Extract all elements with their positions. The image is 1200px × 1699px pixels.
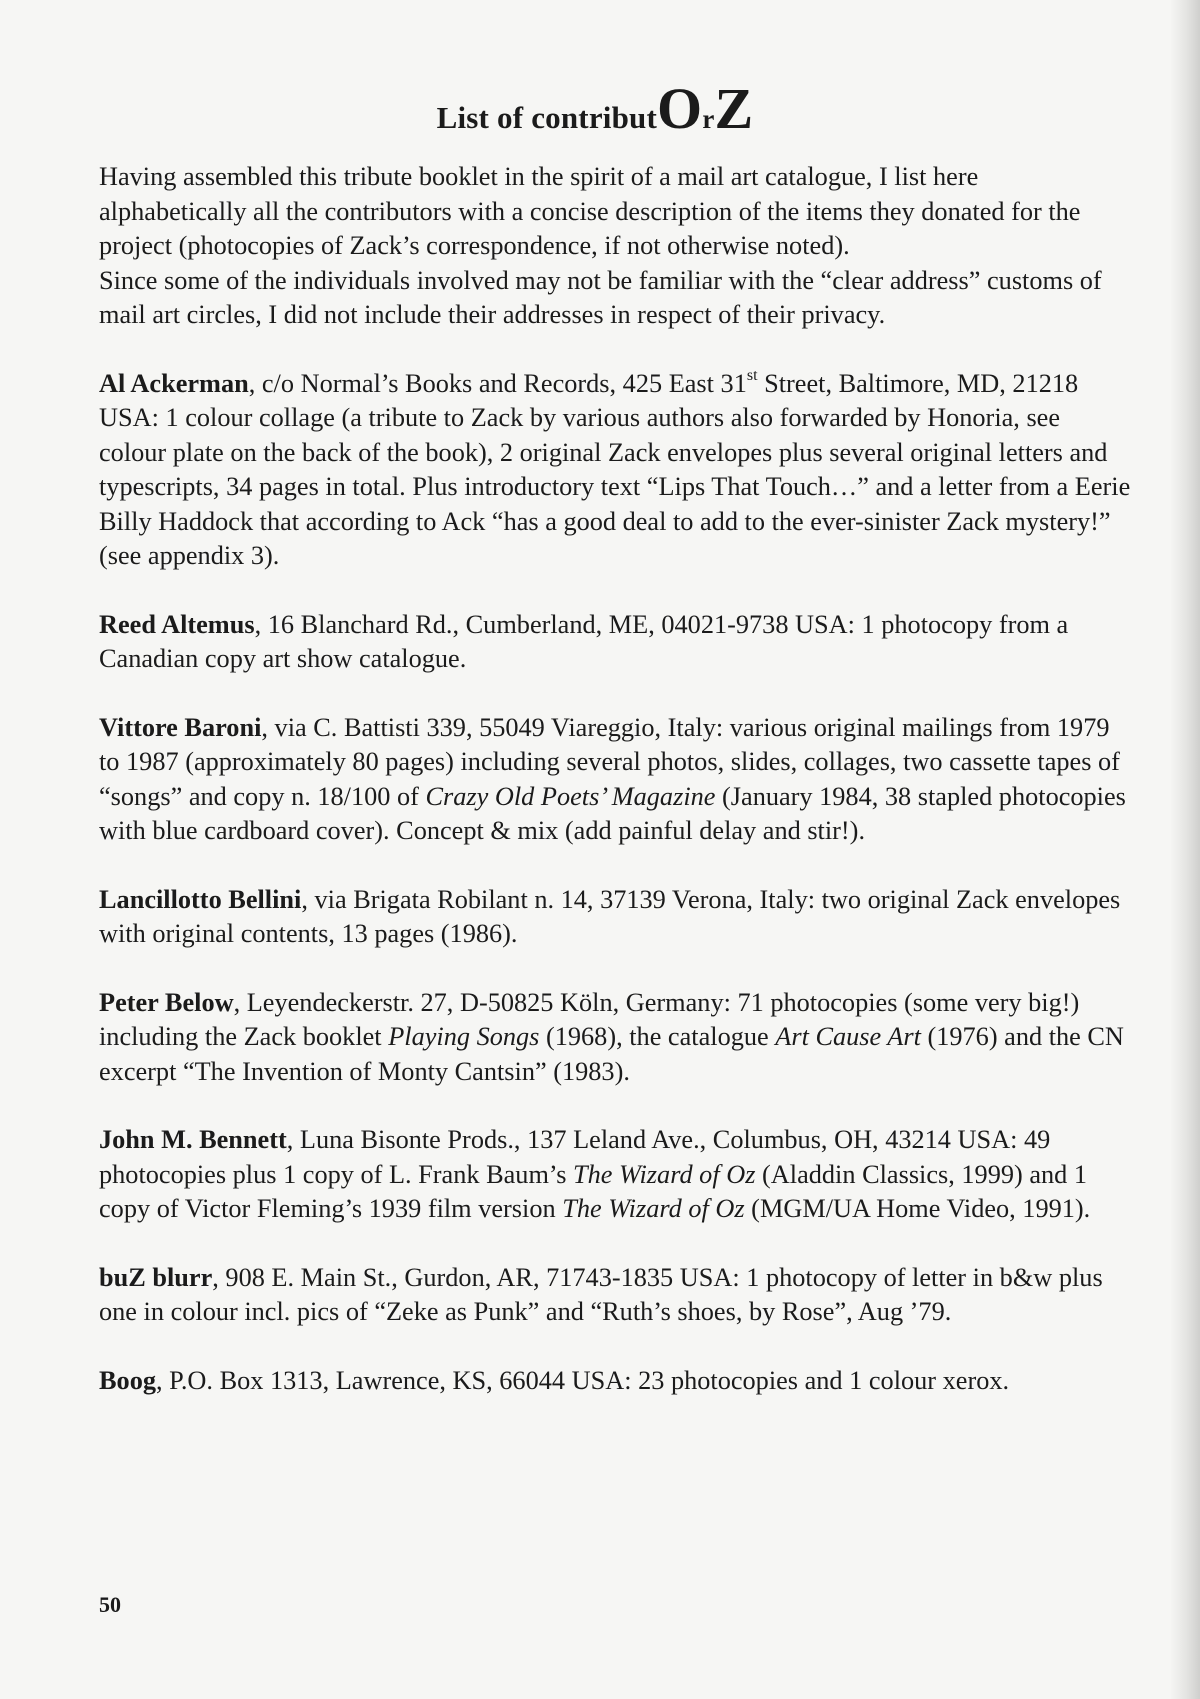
work-title: The Wizard of Oz <box>562 1194 745 1223</box>
contributor-entry <box>99 1364 1131 1399</box>
contributor-name: Lancillotto Bellini <box>99 884 302 914</box>
intro-paragraph <box>99 160 1131 333</box>
title-letter-r: r <box>702 104 715 134</box>
entry-text: (MGM/UA Home Video, 1991). <box>744 1194 1091 1223</box>
contributor-name: Boog <box>99 1365 156 1395</box>
entry-text: , Luna Bisonte Prods., 137 Leland Ave., Columbus, OH, 43214 USA: 49 photocopies plus 1 copy of L. Frank Baum’s <box>99 1125 1051 1189</box>
entry-text: , c/o Normal’s Books and Records, 425 East 31 <box>248 368 747 398</box>
work-title: Crazy Old Poets’ Magazine <box>425 781 716 811</box>
entry-text: (Aladdin Classics, 1999) and 1 copy of Victor Fleming’s 1939 film version <box>99 1159 1088 1223</box>
ordinal-suffix: st <box>746 366 758 384</box>
contributor-list <box>99 367 1131 1399</box>
contributor-entry <box>99 1123 1131 1227</box>
work-title: Art Cause Art <box>775 1022 921 1051</box>
entry-text: , Leyendeckerstr. 27, D-50825 Köln, Germany: 71 photocopies (some very big!) including the Zack booklet <box>99 987 1080 1051</box>
contributor-name: Reed Altemus <box>99 609 255 639</box>
entry-text: , 16 Blanchard Rd., Cumberland, ME, 04021-9738 USA: 1 photocopy from a Canadian copy art show catalogue. <box>99 609 1069 673</box>
page-title <box>99 76 1131 141</box>
entry-text: , 908 E. Main St., Gurdon, AR, 71743-1835 USA: 1 photocopy of letter in b&w plus one in colour incl. pics of “Zeke as Punk” and “Ruth’s shoes, by Rose”, Aug ’79. <box>99 1262 1103 1326</box>
contributor-entry <box>99 608 1131 677</box>
page-edge-shadow <box>1170 0 1200 1699</box>
contributor-entry <box>99 711 1131 849</box>
intro-line-1: Having assembled this tribute booklet in the spirit of a mail art catalogue, I list here alphabetically all the contributors with a concise description of the items they donated for the project (photocopies of Zack’s correspondence, if not otherwise noted). <box>99 162 1081 260</box>
page-number: 50 <box>99 1592 121 1617</box>
contributor-name: Vittore Baroni <box>99 712 262 742</box>
title-letter-z: Z <box>714 76 754 141</box>
contributor-name: John M. Bennett <box>99 1125 287 1154</box>
intro-line-2: Since some of the individuals involved may not be familiar with the “clear address” customs of mail art circles, I did not include their addresses in respect of their privacy. <box>99 265 1102 329</box>
contributor-entry <box>99 1261 1131 1330</box>
contributor-name: buZ blurr <box>99 1262 213 1292</box>
contributor-entry <box>99 367 1131 574</box>
entry-text: (1968), the catalogue <box>539 1022 776 1051</box>
entry-text: , via Brigata Robilant n. 14, 37139 Verona, Italy: two original Zack envelopes with original contents, 13 pages (1986). <box>99 884 1121 948</box>
title-prefix: List of contribut <box>436 100 657 135</box>
contributor-name: Al Ackerman <box>99 368 249 398</box>
title-letter-o: O <box>657 76 703 141</box>
entry-text: Street, Baltimore, MD, 21218 USA: 1 colour collage (a tribute to Zack by various authors also forwarded by Honoria, see colour plate on the back of the book), 2 original Zack envelopes plus several original letters and typescripts, 34 pages in total. Plus introductory text “Lips That Touch…” and a letter from a Eerie Billy Haddock that according to Ack “has a good deal to add to the ever-sinister Zack mystery!” (see appendix 3). <box>99 368 1131 570</box>
contributor-entry <box>99 883 1131 952</box>
entry-text: (1976) and the CN excerpt “The Invention of Monty Cantsin” (1983). <box>99 1022 1124 1086</box>
document-page <box>99 76 1131 1432</box>
entry-text: (January 1984, 38 stapled photocopies with blue cardboard cover). Concept & mix (add painful delay and stir!). <box>99 781 1126 845</box>
entry-text: , via C. Battisti 339, 55049 Viareggio, Italy: various original mailings from 1979 to 1987 (approximately 80 pages) including several photos, slides, collages, two cassette tapes of “songs” and copy n. 18/100 of <box>99 712 1120 811</box>
contributor-name: Peter Below <box>99 987 234 1017</box>
work-title: Playing Songs <box>388 1022 540 1051</box>
work-title: The Wizard of Oz <box>573 1159 756 1189</box>
contributor-entry <box>99 986 1131 1090</box>
entry-text: , P.O. Box 1313, Lawrence, KS, 66044 USA: 23 photocopies and 1 colour xerox. <box>156 1365 1010 1395</box>
